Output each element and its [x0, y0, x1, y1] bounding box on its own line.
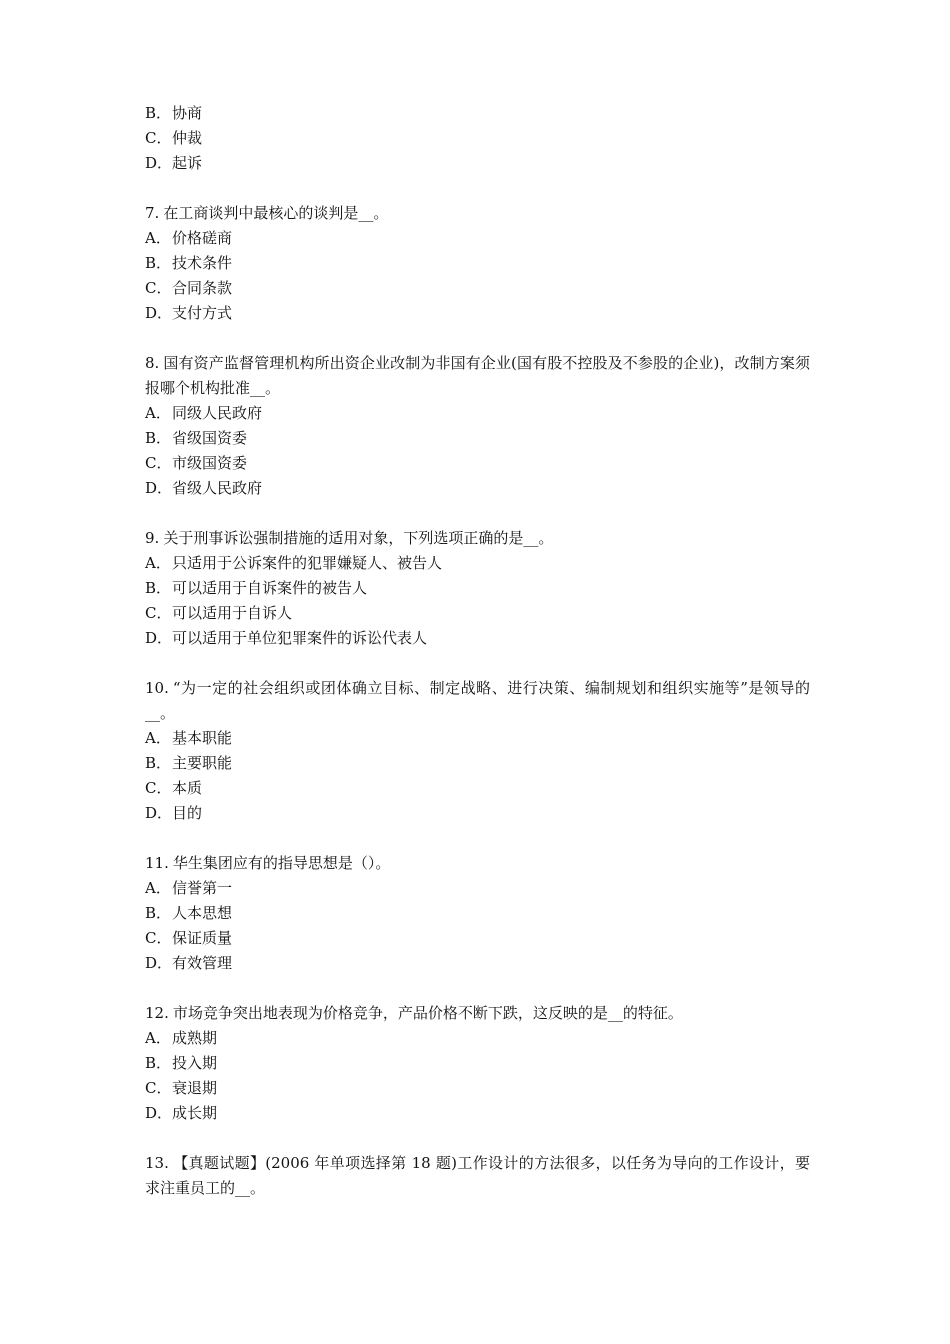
option-8c: C．市级国资委 — [145, 454, 248, 472]
option-11b: B．人本思想 — [145, 904, 233, 922]
question-13-stem: 13. 【真题试题】(2006 年单项选择第 18 题)工作设计的方法很多，以任务为导向的工作设计，要求注重员工的__。 — [145, 1154, 810, 1197]
option-12a: A．成熟期 — [145, 1029, 218, 1047]
question-6-continued — [145, 101, 810, 176]
option-6b: B．协商 — [145, 104, 203, 122]
question-8-stem: 8. 国有资产监督管理机构所出资企业改制为非国有企业(国有股不控股及不参股的企业)，改制方案须报哪个机构批准__。 — [145, 354, 810, 397]
option-12c: C．衰退期 — [145, 1079, 218, 1097]
option-7d: D．支付方式 — [145, 304, 233, 322]
option-9a: A．只适用于公诉案件的犯罪嫌疑人、被告人 — [145, 554, 443, 572]
option-10b: B．主要职能 — [145, 754, 233, 772]
option-9c: C．可以适用于自诉人 — [145, 604, 293, 622]
option-7b: B．技术条件 — [145, 254, 233, 272]
question-12 — [145, 1001, 810, 1126]
option-10c: C．本质 — [145, 779, 203, 797]
question-13 — [145, 1151, 810, 1201]
question-7 — [145, 201, 810, 326]
option-10a: A．基本职能 — [145, 729, 233, 747]
option-7a: A．价格磋商 — [145, 229, 233, 247]
option-8a: A．同级人民政府 — [145, 404, 263, 422]
question-10 — [145, 676, 810, 826]
option-11d: D．有效管理 — [145, 954, 233, 972]
option-9b: B．可以适用于自诉案件的被告人 — [145, 579, 368, 597]
question-11 — [145, 851, 810, 976]
option-6c: C．仲裁 — [145, 129, 203, 147]
question-12-stem: 12. 市场竞争突出地表现为价格竞争，产品价格不断下跌，这反映的是__的特征。 — [145, 1004, 683, 1022]
option-6d: D．起诉 — [145, 154, 203, 172]
option-10d: D．目的 — [145, 804, 203, 822]
document-page — [145, 101, 810, 1201]
option-7c: C．合同条款 — [145, 279, 233, 297]
question-8 — [145, 351, 810, 501]
option-11c: C．保证质量 — [145, 929, 233, 947]
question-7-stem: 7. 在工商谈判中最核心的谈判是__。 — [145, 204, 389, 222]
question-11-stem: 11. 华生集团应有的指导思想是（）。 — [145, 854, 391, 872]
option-8d: D．省级人民政府 — [145, 479, 263, 497]
question-9 — [145, 526, 810, 651]
option-12b: B．投入期 — [145, 1054, 218, 1072]
question-9-stem: 9. 关于刑事诉讼强制措施的适用对象，下列选项正确的是__。 — [145, 529, 554, 547]
option-12d: D．成长期 — [145, 1104, 218, 1122]
option-9d: D．可以适用于单位犯罪案件的诉讼代表人 — [145, 629, 428, 647]
option-8b: B．省级国资委 — [145, 429, 248, 447]
question-10-stem: 10. “为一定的社会组织或团体确立目标、制定战略、进行决策、编制规划和组织实施等”是领导的__。 — [145, 679, 810, 722]
option-11a: A．信誉第一 — [145, 879, 233, 897]
